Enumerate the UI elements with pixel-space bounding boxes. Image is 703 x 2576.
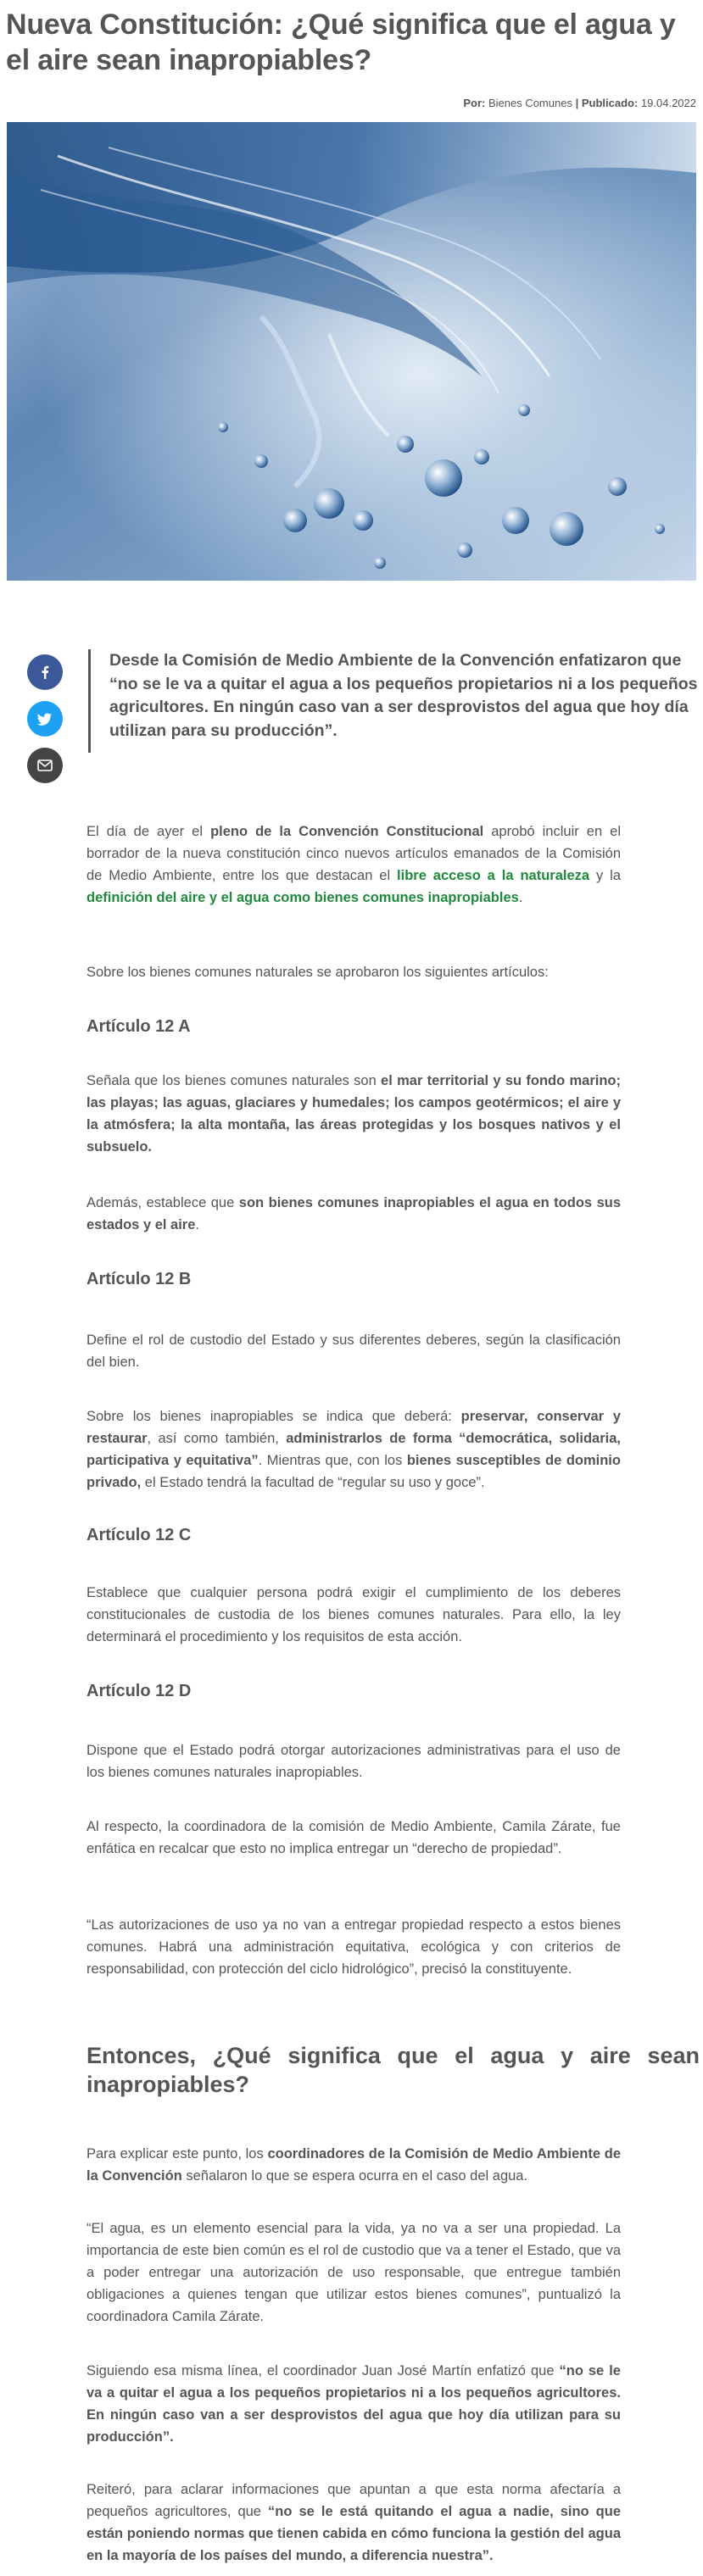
paragraph-12b-deberes: Sobre los bienes inapropiables se indica que deberá: preservar, conservar y restaurar, así como también, administrarlos de forma “democrática, solidaria, participativa y equitativa”. Mientras que, con los bienes susceptibles de dominio privado, el Estado tendrá la facultad de “regular su uso y goce”. — [86, 1409, 621, 1490]
paragraph-camila-zarate: Al respecto, la coordinadora de la comisión de Medio Ambiente, Camila Zárate, fue enfática en recalcar que esto no implica entregar un “derecho de propiedad”. — [86, 1819, 621, 1856]
published-date: 19.04.2022 — [640, 97, 696, 109]
paragraph-reitero: Reiteró, para aclarar informaciones que apuntan a que esta norma afectaría a pequeños agricultores, que “no se le está quitando el agua a nadie, sino que están poniendo normas que tienen cabida en cómo funciona la gestión del agua en la mayoría de los países del mundo, a diferencia nuestra”. — [86, 2482, 622, 2563]
article-meta — [463, 97, 696, 109]
paragraph-12a-inapropiables: Además, establece que son bienes comunes inapropiables el agua en todos sus estados y el aire. — [86, 1195, 622, 1232]
paragraph-intro: El día de ayer el pleno de la Convención Constitucional aprobó incluir en el borrador de la nueva constitución cinco nuevos artículos emanados de la Comisión de Medio Ambiente, entre los que destacan el libre acceso a la naturaleza y la definición del aire y el agua como bienes comunes inapropiables. — [86, 824, 622, 905]
hero-image — [7, 122, 696, 581]
paragraph-12c: Establece que cualquier persona podrá exigir el cumplimiento de los deberes constitucionales de custodia de los bienes comunes naturales. Para ello, la ley determinará el procedimiento y los requisitos de esta acción. — [86, 1585, 621, 1644]
facebook-icon — [36, 664, 53, 681]
paragraph-12b: Define el rol de custodio del Estado y sus diferentes deberes, según la clasificación del bien. — [86, 1333, 621, 1370]
paragraph-juan-jose-martin: Siguiendo esa misma línea, el coordinador Juan José Martín enfatizó que “no se le va a quitar el agua a los pequeños propietarios ni a los pequeños agricultores. En ningún caso van a ser desprovistos del agua que hoy día utilizan para su producción”. — [86, 2363, 621, 2445]
author-name[interactable]: Bienes Comunes — [488, 97, 572, 109]
email-icon — [36, 756, 54, 775]
paragraph-12d: Dispone que el Estado podrá otorgar autorizaciones administrativas para el uso de los bienes comunes naturales inapropiables. — [86, 1743, 621, 1780]
paragraph-12a: Señala que los bienes comunes naturales son el mar territorial y su fondo marino; las playas; las aguas, glaciares y humedales; los campos geotérmicos; el aire y la atmósfera; la alta montaña, las áreas protegidas y los bosques nativos y el subsuelo. — [86, 1073, 621, 1154]
heading-articulo-12b: Artículo 12 B — [86, 1270, 192, 1288]
author-label: Por: — [463, 97, 486, 109]
paragraph-agua-esencial: “El agua, es un elemento esencial para la vida, ya no va a ser una propiedad. La importancia de este bien común es el rol de custodio que va a tener el Estado, que va a poder entregar una autorización de uso responsable, que entregue también obligaciones a quienes tengan que utilizar estos bienes comunes”, puntualizó la coordinadora Camila Zárate. — [86, 2221, 621, 2324]
water-splash-illustration — [7, 122, 696, 581]
email-share-button[interactable] — [27, 748, 63, 783]
heading-articulo-12c: Artículo 12 C — [86, 1526, 192, 1544]
twitter-share-button[interactable] — [27, 701, 63, 737]
pull-quote: Desde la Comisión de Medio Ambiente de la Convención enfatizaron que “no se le va a quitar el agua a los pequeños propietarios ni a los pequeños agricultores. En ningún caso van a ser desprovistos del agua que hoy día utilizan para su producción”. — [88, 649, 699, 753]
article-title: Nueva Constitución: ¿Qué significa que el agua y el aire sean inapropiables? — [6, 8, 676, 76]
published-label: Publicado: — [581, 97, 639, 109]
link-libre-acceso[interactable]: libre acceso a la naturaleza — [397, 868, 590, 883]
paragraph-coordinadores: Para explicar este punto, los coordinadores de la Comisión de Medio Ambiente de la Convención señalaron lo que se espera ocurra en el caso del agua. — [86, 2146, 621, 2184]
heading-articulo-12a: Artículo 12 A — [86, 1017, 191, 1036]
paragraph-autorizaciones: “Las autorizaciones de uso ya no van a entregar propiedad respecto a estos bienes comunes. Habrá una administración equitativa, ecológica y con criterios de responsabilidad, con protección del ciclo hidrológico”, precisó la constituyente. — [86, 1917, 621, 1977]
paragraph-articles-intro: Sobre los bienes comunes naturales se aprobaron los siguientes artículos: — [86, 965, 549, 980]
twitter-icon — [36, 710, 53, 727]
heading-articulo-12d: Artículo 12 D — [86, 1682, 192, 1700]
meta-separator: | — [575, 97, 579, 109]
link-definicion-aire-agua[interactable]: definición del aire y el agua como bienes comunes inapropiables — [86, 890, 519, 905]
facebook-share-button[interactable] — [27, 654, 63, 690]
section-heading: Entonces, ¿Qué significa que el agua y aire sean inapropiables? — [86, 2043, 700, 2097]
